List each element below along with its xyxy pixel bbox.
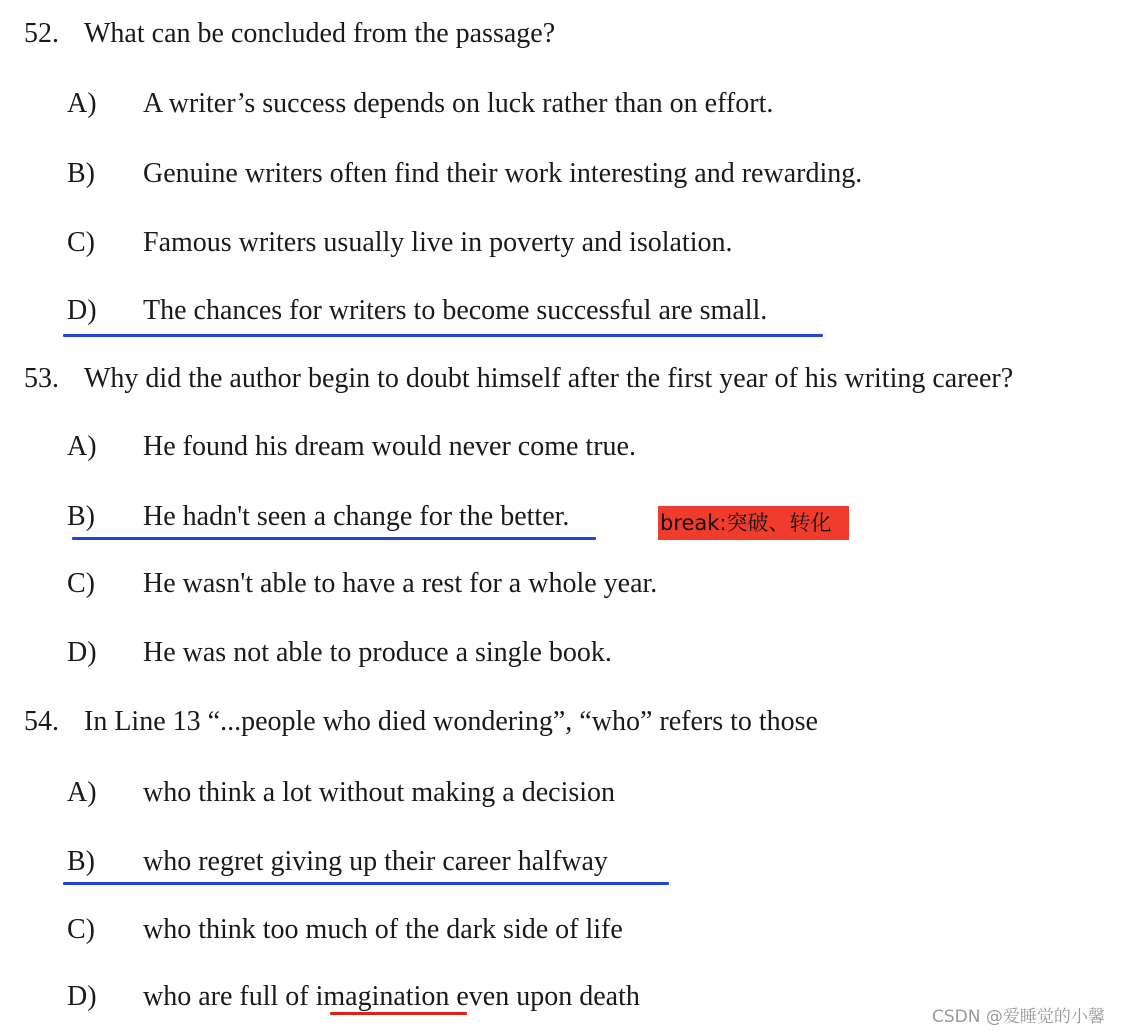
question-53-text: Why did the author begin to doubt himself after the first year of his writing career?	[84, 363, 1014, 394]
q52-option-d-letter: D)	[67, 295, 97, 326]
question-53-number: 53.	[24, 363, 59, 394]
q52-option-d-text: The chances for writers to become successful are small.	[143, 295, 768, 326]
q53-option-a-letter: A)	[67, 431, 97, 462]
q54-option-a-text: who think a lot without making a decision	[143, 777, 616, 808]
q53-option-c-letter: C)	[67, 568, 95, 599]
q54-option-d-letter: D)	[67, 981, 97, 1012]
q53-answer-underline	[72, 537, 596, 540]
q52-option-c-text: Famous writers usually live in poverty and isolation.	[143, 227, 733, 258]
question-52-text: What can be concluded from the passage?	[84, 18, 556, 49]
q54-option-b-letter: B)	[67, 846, 95, 877]
q53-option-b-text: He hadn't seen a change for the better.	[143, 501, 570, 532]
q53-option-d-text: He was not able to produce a single book.	[143, 637, 612, 668]
annotation-note: break:突破、转化	[658, 506, 849, 540]
question-52-number: 52.	[24, 18, 59, 49]
q52-option-a-letter: A)	[67, 88, 97, 119]
q53-option-a-text: He found his dream would never come true.	[143, 431, 636, 462]
question-54-number: 54.	[24, 706, 59, 737]
q52-answer-underline	[63, 334, 823, 337]
q52-option-a-text: A writer’s success depends on luck rather than on effort.	[143, 88, 774, 119]
q54-answer-underline	[63, 882, 669, 885]
q52-option-b-text: Genuine writers often find their work interesting and rewarding.	[143, 158, 863, 189]
q54-option-a-letter: A)	[67, 777, 97, 808]
imagination-word-underline	[330, 1012, 467, 1015]
watermark: CSDN @爱睡觉的小馨	[932, 1007, 1105, 1027]
q53-option-b-letter: B)	[67, 501, 95, 532]
q54-option-c-text: who think too much of the dark side of life	[143, 914, 623, 945]
q54-option-c-letter: C)	[67, 914, 95, 945]
q53-option-c-text: He wasn't able to have a rest for a whole year.	[143, 568, 658, 599]
q54-option-d-text: who are full of imagination even upon death	[143, 981, 640, 1012]
question-54-text: In Line 13 “...people who died wondering”, “who” refers to those	[84, 706, 818, 737]
q53-option-d-letter: D)	[67, 637, 97, 668]
q52-option-c-letter: C)	[67, 227, 95, 258]
q54-option-b-text: who regret giving up their career halfway	[143, 846, 608, 877]
q52-option-b-letter: B)	[67, 158, 95, 189]
